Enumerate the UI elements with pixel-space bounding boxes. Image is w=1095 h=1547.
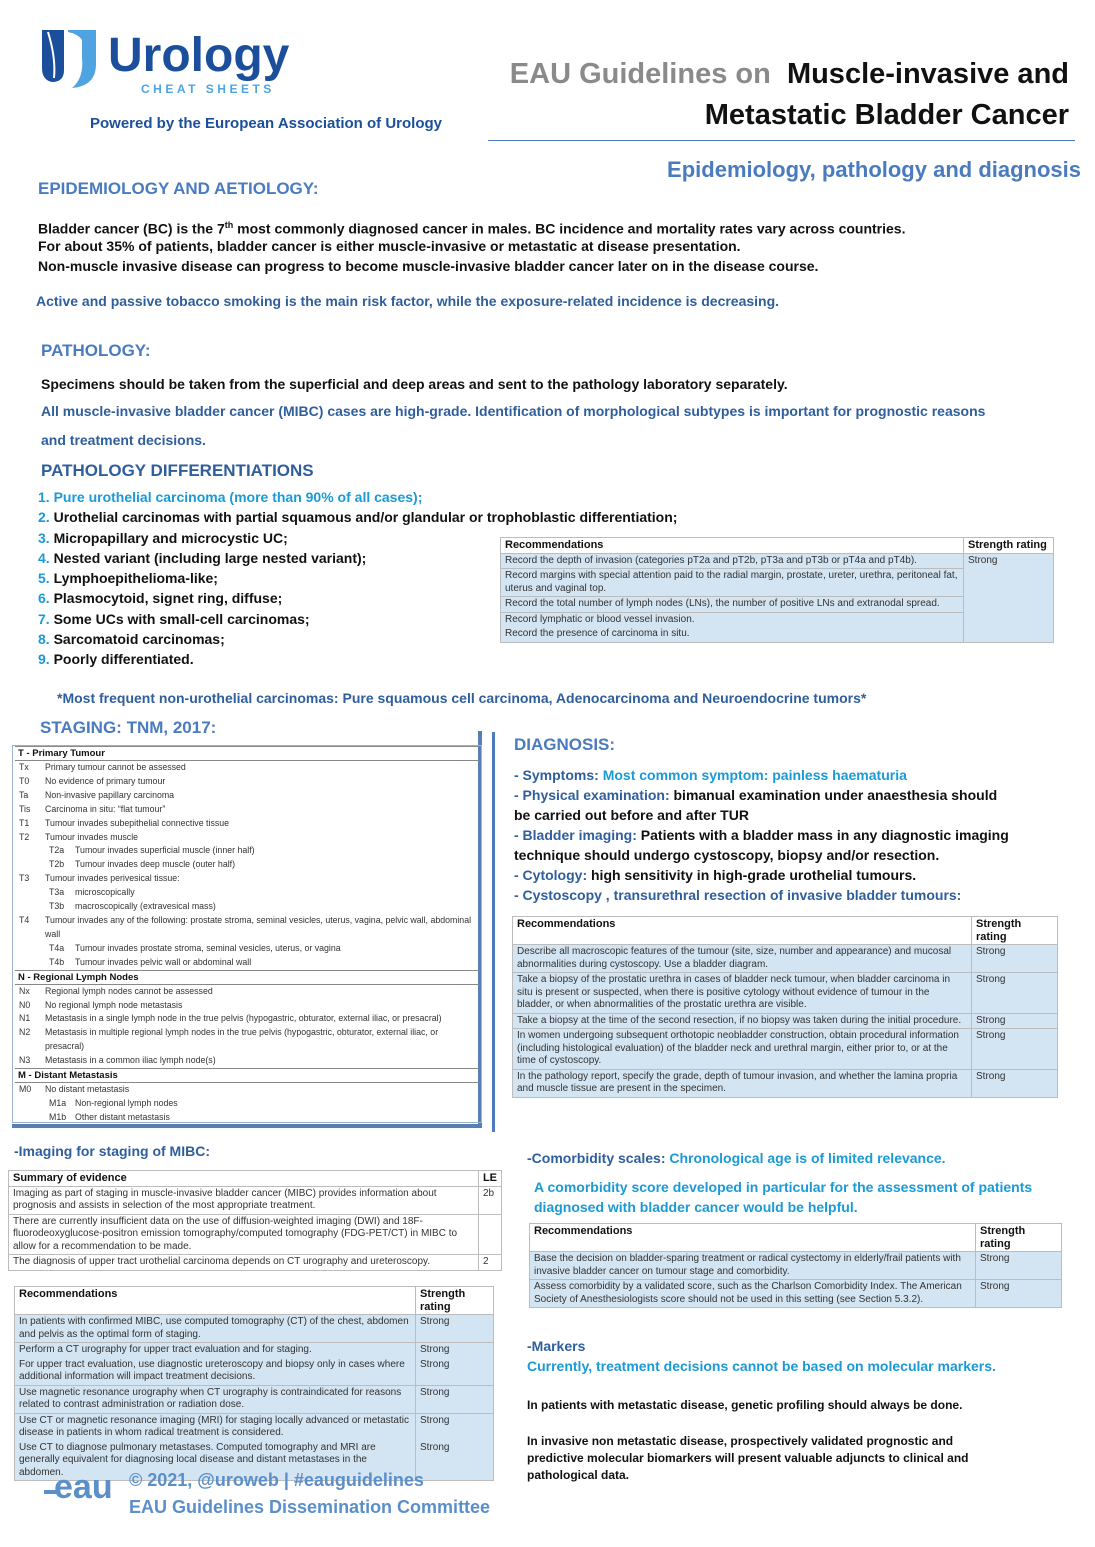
tnm-code: Tis bbox=[19, 803, 31, 814]
tnm-n-heading: N - Regional Lymph Nodes bbox=[15, 970, 479, 985]
rating-cell: Strong bbox=[972, 1029, 1058, 1070]
tnm-t-heading: T - Primary Tumour bbox=[15, 746, 479, 761]
rec-cell: Use CT or magnetic resonance imaging (MRI) for staging locally advanced or metastatic disease in patients in whom radical treatment is considered. bbox=[15, 1413, 416, 1441]
rating-cell: Strong bbox=[416, 1358, 494, 1386]
rec-cell: Record the depth of invasion (categories pT2a and pT2b, pT3a and pT3b or pT4a and pT4b). bbox=[501, 553, 964, 569]
tnm-description: No regional lymph node metastasis bbox=[45, 999, 183, 1010]
tnm-row bbox=[15, 803, 479, 817]
rec-cell: Record lymphatic or blood vessel invasion. bbox=[501, 612, 964, 627]
col-header-recommendations: Recommendations bbox=[530, 1224, 976, 1252]
tnm-code: T2b bbox=[49, 859, 65, 870]
markers-heading: -Markers bbox=[527, 1338, 586, 1354]
tnm-code: T3 bbox=[19, 873, 30, 884]
tnm-m-rows bbox=[15, 1083, 479, 1125]
tnm-row bbox=[15, 858, 479, 872]
rec-cell: Use magnetic resonance urography when CT urography is contraindicated for reasons related to contrast administration or radiation dose. bbox=[15, 1385, 416, 1413]
le-cell bbox=[478, 1214, 501, 1255]
pathology-line-1: Specimens should be taken from the superficial and deep areas and sent to the pathology laboratory separately. bbox=[41, 376, 788, 392]
markers-invasive bbox=[527, 1433, 1027, 1484]
epi-sup: th bbox=[224, 220, 234, 230]
tnm-description: Metastasis in multiple regional lymph nodes in the true pelvis (hypogastric, obturator, external iliac, or presacral) bbox=[45, 1027, 439, 1052]
diff-item-3: 3. Micropapillary and microcystic UC; bbox=[38, 529, 288, 546]
rec-cell: Assess comorbidity by a validated score, such as the Charlson Comorbidity Index. The American Society of Anesthesiologists score should not be used in this setting (see Section 5.3.2). bbox=[530, 1280, 976, 1308]
title-prefix: EAU Guidelines on bbox=[509, 58, 771, 90]
le-cell: 2 bbox=[478, 1255, 501, 1271]
imaging-evidence-table bbox=[8, 1170, 502, 1271]
tnm-description: Tumour invades any of the following: prostate stroma, seminal vesicles, uterus, vagina, pelvic wall, abdominal wall bbox=[45, 914, 472, 939]
tnm-description: Primary tumour cannot be assessed bbox=[45, 762, 186, 772]
rec-cell: In women undergoing subsequent orthotopic neobladder construction, obtain procedural information (including histological evaluation) of the bladder neck and urethral margin, either prior to, or at the time of cystoscopy. bbox=[513, 1029, 972, 1070]
tnm-code: Nx bbox=[19, 985, 30, 996]
diff-item-7: 7. Some UCs with small-cell carcinomas; bbox=[38, 610, 310, 627]
rating-cell: Strong bbox=[972, 945, 1058, 973]
logo-wordmark: Urology bbox=[108, 29, 290, 82]
table-row bbox=[15, 1385, 494, 1413]
non-urothelial-note: *Most frequent non-urothelial carcinomas: Pure squamous cell carcinoma, Adenocarcinoma and Neuroendocrine tumors* bbox=[57, 690, 867, 706]
epidemiology-heading: EPIDEMIOLOGY AND AETIOLOGY: bbox=[38, 179, 319, 198]
comorbidity-recommendations-table bbox=[529, 1223, 1062, 1308]
col-header-recommendations: Recommendations bbox=[513, 917, 972, 945]
tnm-description: Regional lymph nodes cannot be assessed bbox=[45, 985, 213, 996]
diff-item-1: 1. Pure urothelial carcinoma (more than 90% of all cases); bbox=[38, 489, 423, 505]
rec-cell: Record the total number of lymph nodes (LNs), the number of positive LNs and extranodal spread. bbox=[501, 597, 964, 613]
evidence-cell: There are currently insufficient data on the use of diffusion-weighted imaging (DWI) and 18F-fluorodeoxyglucose-positron emission tomography/computed tomography (FDG-PET/CT) in MIBC to allow for a recommendation to be made. bbox=[9, 1214, 479, 1255]
tnm-description: Tumour invades muscle bbox=[45, 831, 139, 842]
urology-logo-icon bbox=[38, 28, 100, 90]
table-row bbox=[513, 973, 1058, 1014]
epi-text-b: most commonly diagnosed cancer in males. BC incidence and mortality rates vary across countries. bbox=[233, 220, 906, 237]
tnm-description: Tumour invades perivesical tissue: bbox=[45, 873, 180, 884]
tnm-description: Tumour invades deep muscle (outer half) bbox=[75, 859, 236, 870]
tnm-row bbox=[15, 817, 479, 831]
table-row bbox=[9, 1214, 502, 1255]
section-title: Epidemiology, pathology and diagnosis bbox=[667, 157, 1081, 182]
epi-text-a: Bladder cancer (BC) is the 7 bbox=[38, 220, 225, 237]
diff-item-6: 6. Plasmocytoid, signet ring, diffuse; bbox=[38, 590, 283, 607]
table-header-row bbox=[501, 538, 1054, 554]
tnm-code: T4 bbox=[19, 914, 30, 925]
col-header-strength: Strength rating bbox=[416, 1287, 494, 1315]
col-header-strength: Strength rating bbox=[972, 917, 1058, 945]
table-header-row bbox=[530, 1224, 1062, 1252]
diagnosis-list bbox=[514, 765, 1054, 905]
pathology-recommendations-table bbox=[500, 537, 1054, 643]
tnm-n-rows bbox=[15, 985, 479, 1068]
diff-item-2: 2. Urothelial carcinomas with partial squamous and/or glandular or trophoblastic differentiation; bbox=[38, 509, 678, 526]
tnm-description: Tumour invades subepithelial connective tissue bbox=[45, 817, 230, 828]
pathology-diff-heading: PATHOLOGY DIFFERENTIATIONS bbox=[41, 461, 314, 480]
tnm-code: T2a bbox=[49, 845, 65, 856]
epidemiology-line-2: For about 35% of patients, bladder cancer is either muscle-invasive or metastatic at disease presentation. bbox=[38, 238, 741, 254]
rating-cell: Strong bbox=[976, 1252, 1062, 1280]
col-header-strength: Strength rating bbox=[976, 1224, 1062, 1252]
tnm-row bbox=[15, 956, 479, 970]
tnm-description: Carcinoma in situ: “flat tumour” bbox=[45, 803, 166, 814]
tnm-code: T3a bbox=[49, 887, 65, 898]
tnm-m-heading: M - Distant Metastasis bbox=[15, 1068, 479, 1083]
tnm-row bbox=[15, 1026, 479, 1054]
tnm-code: T4b bbox=[49, 956, 65, 967]
col-header-strength: Strength rating bbox=[964, 538, 1054, 554]
diff-item-9: 9. Poorly differentiated. bbox=[38, 651, 194, 668]
comorbidity-score-2: diagnosed with bladder cancer would be helpful. bbox=[534, 1199, 858, 1215]
tnm-code: N3 bbox=[19, 1055, 31, 1066]
markers-invasive-3: pathological data. bbox=[527, 1468, 630, 1482]
title-main-1: Muscle-invasive and bbox=[786, 58, 1069, 90]
title-divider bbox=[488, 140, 1075, 141]
rec-cell: Use CT to diagnose pulmonary metastases. Computed tomography and MRI are generally equivalent for diagnosing local disease and distant metastases in the abdomen. bbox=[15, 1441, 416, 1481]
rec-cell: Describe all macroscopic features of the tumour (site, size, number and appearance) and mucosal abnormalities during cystoscopy. Use a bladder diagram. bbox=[513, 945, 972, 973]
pathology-line-2: All muscle-invasive bladder cancer (MIBC) cases are high-grade. Identification of morphological subtypes is important for prognostic reasons bbox=[41, 403, 986, 419]
diag-physical-cont: be carried out before and after TUR bbox=[514, 807, 749, 823]
tnm-description: Other distant metastasis bbox=[75, 1111, 170, 1122]
tnm-row bbox=[15, 999, 479, 1013]
table-row bbox=[15, 1343, 494, 1358]
tnm-code: N0 bbox=[19, 999, 31, 1010]
tnm-code: M1b bbox=[49, 1111, 67, 1122]
tnm-description: Metastasis in a single lymph node in the true pelvis (hypogastric, obturator, external iliac, or presacral) bbox=[45, 1013, 442, 1024]
col-header-le: LE bbox=[478, 1171, 501, 1187]
tnm-code: T3b bbox=[49, 901, 65, 912]
markers-invasive-1: In invasive non metastatic disease, prospectively validated prognostic and bbox=[527, 1434, 954, 1448]
tnm-code: M0 bbox=[19, 1084, 32, 1095]
tnm-row bbox=[15, 942, 479, 956]
rating-cell: Strong bbox=[972, 1013, 1058, 1029]
table-row bbox=[501, 553, 1054, 569]
rec-cell: Perform a CT urography for upper tract evaluation and for staging. bbox=[15, 1343, 416, 1358]
rec-cell: Take a biopsy at the time of the second resection, if no biopsy was taken during the initial procedure. bbox=[513, 1013, 972, 1029]
rec-cell: For upper tract evaluation, use diagnostic ureteroscopy and biopsy only in cases where additional information will impact treatment decisions. bbox=[15, 1358, 416, 1386]
evidence-cell: Imaging as part of staging in muscle-invasive bladder cancer (MIBC) provides information about prognosis and assists in selection of the most appropriate treatment. bbox=[9, 1186, 479, 1214]
table-row bbox=[513, 1013, 1058, 1029]
eau-logo-icon bbox=[44, 1468, 122, 1508]
page-title-line1 bbox=[510, 58, 1069, 91]
pathology-heading: PATHOLOGY: bbox=[41, 341, 151, 360]
diagnosis-recommendations-table bbox=[512, 916, 1058, 1098]
tnm-table bbox=[12, 745, 482, 1123]
tnm-row bbox=[15, 1083, 479, 1097]
tnm-row bbox=[15, 831, 479, 845]
diag-imaging-cont: technique should undergo cystoscopy, biopsy and/or resection. bbox=[514, 847, 940, 863]
footer-committee: EAU Guidelines Dissemination Committee bbox=[129, 1497, 491, 1517]
rec-cell: Take a biopsy of the prostatic urethra in cases of bladder neck tumour, when bladder carcinoma in situ is present or suspected, when there is positive cytology without evidence of tumour in the bladder, or when abnormalities of the prostatic urethra are visible. bbox=[513, 973, 972, 1014]
tnm-code: Ta bbox=[19, 789, 29, 800]
rating-cell: Strong bbox=[416, 1413, 494, 1441]
staging-heading: STAGING: TNM, 2017: bbox=[40, 718, 217, 737]
table-header-row bbox=[9, 1171, 502, 1187]
tnm-t-rows bbox=[15, 761, 479, 970]
tnm-code: N1 bbox=[19, 1013, 31, 1024]
tnm-row bbox=[15, 985, 479, 999]
rec-cell: Base the decision on bladder-sparing treatment or radical cystectomy in elderly/frail patients with invasive bladder cancer on tumour stage and comorbidity. bbox=[530, 1252, 976, 1280]
tnm-row bbox=[15, 1012, 479, 1026]
table-row bbox=[9, 1255, 502, 1271]
col-header-recommendations: Recommendations bbox=[15, 1287, 416, 1315]
tnm-code: M1a bbox=[49, 1097, 67, 1108]
tnm-row bbox=[15, 1097, 479, 1111]
page-title-line2: Metastatic Bladder Cancer bbox=[704, 99, 1069, 131]
tnm-code: T2 bbox=[19, 831, 30, 842]
rating-cell: Strong bbox=[416, 1385, 494, 1413]
epidemiology-line-3: Non-muscle invasive disease can progress to become muscle-invasive bladder cancer later on in the disease course. bbox=[38, 258, 819, 274]
col-header-recommendations: Recommendations bbox=[501, 538, 964, 554]
tnm-row bbox=[15, 872, 479, 886]
diff-item-8: 8. Sarcomatoid carcinomas; bbox=[38, 631, 225, 648]
tnm-description: Tumour invades pelvic wall or abdominal wall bbox=[75, 956, 252, 967]
tnm-code: T1 bbox=[19, 817, 30, 828]
diagnosis-heading: DIAGNOSIS: bbox=[514, 735, 616, 754]
rec-cell: Record the presence of carcinoma in situ. bbox=[501, 627, 964, 642]
tnm-row bbox=[15, 1111, 479, 1125]
tnm-description: microscopically bbox=[75, 887, 135, 898]
rating-cell: Strong bbox=[976, 1280, 1062, 1308]
tnm-description: Non-regional lymph nodes bbox=[75, 1097, 178, 1108]
table-row bbox=[15, 1315, 494, 1343]
tnm-row bbox=[15, 900, 479, 914]
rating-cell: Strong bbox=[416, 1441, 494, 1481]
tnm-description: macroscopically (extravesical mass) bbox=[75, 901, 216, 912]
tnm-code: N2 bbox=[19, 1027, 31, 1038]
table-row bbox=[513, 945, 1058, 973]
tnm-row bbox=[15, 789, 479, 803]
powered-by: Powered by the European Association of Urology bbox=[90, 115, 442, 132]
le-cell: 2b bbox=[478, 1186, 501, 1214]
tnm-row bbox=[15, 775, 479, 789]
tnm-description: No distant metastasis bbox=[45, 1084, 130, 1095]
table-row bbox=[15, 1413, 494, 1441]
tnm-row bbox=[15, 844, 479, 858]
table-row bbox=[513, 1069, 1058, 1097]
table-header-row bbox=[513, 917, 1058, 945]
tnm-description: Metastasis in a common iliac lymph node(s) bbox=[45, 1055, 216, 1066]
rec-cell: In patients with confirmed MIBC, use computed tomography (CT) of the chest, abdomen and pelvis as the optimal form of staging. bbox=[15, 1315, 416, 1343]
markers-metastatic: In patients with metastatic disease, genetic profiling should always be done. bbox=[527, 1398, 963, 1412]
tnm-row bbox=[15, 761, 479, 775]
pathology-line-3: and treatment decisions. bbox=[41, 432, 206, 448]
comorbidity-score-1: A comorbidity score developed in particular for the assessment of patients bbox=[534, 1179, 1033, 1195]
risk-factor-text: Active and passive tobacco smoking is the main risk factor, while the exposure-related incidence is decreasing. bbox=[36, 293, 780, 309]
markers-invasive-2: predictive molecular biomarkers will present valuable adjuncts to clinical and bbox=[527, 1451, 969, 1465]
diag-cystoscopy: - Cystoscopy , transurethral resection of invasive bladder tumours: bbox=[514, 887, 962, 903]
evidence-cell: The diagnosis of upper tract urothelial carcinoma depends on CT urography and ureteroscopy. bbox=[9, 1255, 479, 1271]
comorbidity-line: -Comorbidity scales: Chronological age is of limited relevance. bbox=[527, 1150, 946, 1166]
diag-physical: - Physical examination: bimanual examination under anaesthesia should bbox=[514, 787, 998, 803]
rating-cell: Strong bbox=[416, 1343, 494, 1358]
tnm-description: No evidence of primary tumour bbox=[45, 775, 166, 786]
table-row bbox=[9, 1186, 502, 1214]
markers-text: Currently, treatment decisions cannot be based on molecular markers. bbox=[527, 1358, 996, 1374]
table-row bbox=[530, 1252, 1062, 1280]
tnm-row bbox=[15, 1054, 479, 1068]
table-header-row bbox=[15, 1287, 494, 1315]
table-row bbox=[513, 1029, 1058, 1070]
diff-item-5: 5. Lymphoepithelioma-like; bbox=[38, 570, 218, 587]
table-row bbox=[15, 1358, 494, 1386]
logo-subtitle: CHEAT SHEETS bbox=[141, 82, 275, 96]
imaging-recommendations-table bbox=[14, 1286, 494, 1481]
rec-cell: In the pathology report, specify the grade, depth of tumour invasion, and whether the lamina propria and muscle tissue are present in the specimen. bbox=[513, 1069, 972, 1097]
tnm-description: Non-invasive papillary carcinoma bbox=[45, 789, 175, 800]
diag-symptoms: - Symptoms: Most common symptom: painless haematuria bbox=[514, 767, 907, 783]
tnm-code: Tx bbox=[19, 762, 29, 772]
diff-item-4: 4. Nested variant (including large nested variant); bbox=[38, 549, 367, 566]
rating-cell: Strong bbox=[416, 1315, 494, 1343]
tnm-code: T4a bbox=[49, 942, 65, 953]
rating-cell: Strong bbox=[964, 553, 1054, 642]
tnm-row bbox=[15, 886, 479, 900]
table-row bbox=[530, 1280, 1062, 1308]
footer-copyright: © 2021, @uroweb | #eauguidelines bbox=[129, 1470, 424, 1490]
tnm-code: T0 bbox=[19, 775, 30, 786]
rating-cell: Strong bbox=[972, 1069, 1058, 1097]
col-header-evidence: Summary of evidence bbox=[9, 1171, 479, 1187]
imaging-heading: -Imaging for staging of MIBC: bbox=[14, 1143, 210, 1159]
tnm-description: Tumour invades superficial muscle (inner half) bbox=[75, 845, 255, 856]
tnm-description: Tumour invades prostate stroma, seminal vesicles, uterus, or vagina bbox=[75, 942, 341, 953]
eau-logo-text: eau bbox=[54, 1468, 113, 1506]
diag-cytology: - Cytology: high sensitivity in high-grade urothelial tumours. bbox=[514, 867, 917, 883]
rating-cell: Strong bbox=[972, 973, 1058, 1014]
diagnosis-divider bbox=[492, 732, 495, 1132]
tnm-row bbox=[15, 914, 479, 942]
diag-imaging: - Bladder imaging: Patients with a bladder mass in any diagnostic imaging bbox=[514, 827, 1009, 843]
rec-cell: Record margins with special attention paid to the radial margin, prostate, ureter, urethra, peritoneal fat, uterus and vaginal top. bbox=[501, 569, 964, 597]
